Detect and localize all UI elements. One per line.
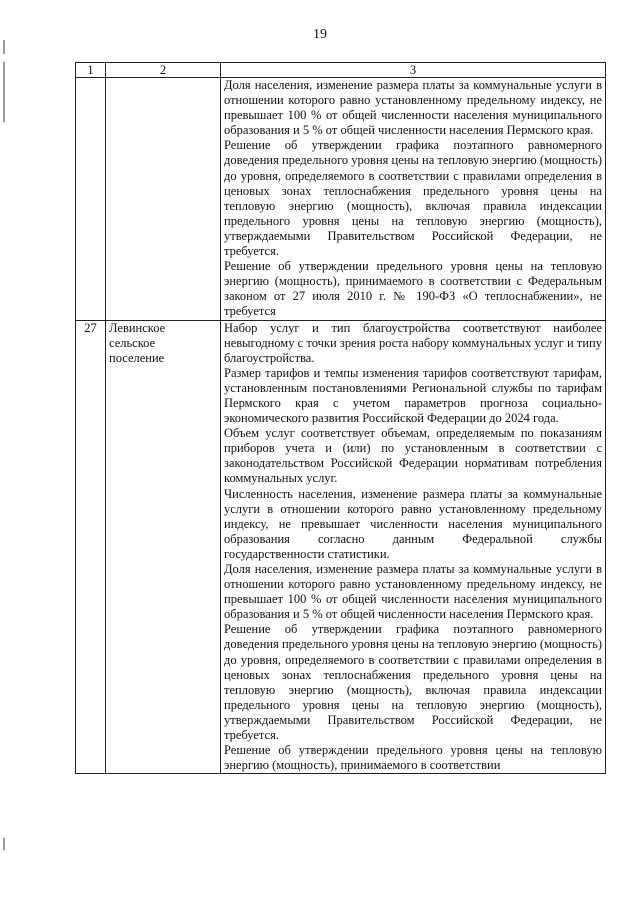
- criteria-cell: [221, 78, 606, 321]
- scan-edge-mark: [3, 40, 5, 54]
- municipality-name-line: поселение: [109, 350, 165, 365]
- scan-edge-mark: [3, 62, 5, 122]
- criteria-paragraph: Решение об утверждении графика поэтапного равномерного доведения предельного уровня цены на тепловую энергию (мощность) до уровня, определяемого в соответствии с правилами определения в ценовых зонах теплоснабжения предельного уровня цены на тепловую энергию (мощность), включая правила индексации предельного уровня цены на тепловую энергию (мощность), утверждаемыми Правительством Российской Федерации, не требуется.: [224, 622, 602, 743]
- criteria-paragraph: Доля населения, изменение размера платы за коммунальные услуги в отношении которого равно установленному предельному индексу, не превышает 100 % от общей численности населения муниципального образования и 5 % от общей численности населения Пермского края.: [224, 78, 602, 138]
- table-header-row: [76, 63, 606, 78]
- criteria-paragraph: Набор услуг и тип благоустройства соответствуют наиболее невыгодному с точки зрения роста набору коммунальных услуг и типу благоустройства.: [224, 320, 602, 365]
- municipality-name-line: сельское: [109, 335, 156, 350]
- criteria-paragraph: Решение об утверждении предельного уровня цены на тепловую энергию (мощность), принимаемого в соответствии: [224, 743, 602, 773]
- municipality-name-line: Левинское: [109, 320, 166, 335]
- criteria-paragraph: Решение об утверждении графика поэтапного равномерного доведения предельного уровня цены на тепловую энергию (мощность) до уровня, определяемого в соответствии с правилами определения в ценовых зонах теплоснабжения предельного уровня цены на тепловую энергию (мощность), включая правила индексации предельного уровня цены на тепловую энергию (мощность), утверждаемыми Правительством Российской Федерации, не требуется.: [224, 138, 602, 259]
- criteria-paragraph: Решение об утверждении предельного уровня цены на тепловую энергию (мощность), принимаемого в соответствии с Федеральным законом от 27 июля 2010 г. № 190-ФЗ «О теплоснабжении», не требуется: [224, 259, 602, 319]
- table-row: [76, 320, 606, 774]
- column-header: 2: [106, 63, 221, 78]
- document-table: [75, 62, 606, 774]
- column-header: 3: [221, 63, 606, 78]
- table-row: [76, 78, 606, 321]
- municipality-cell: [106, 320, 221, 774]
- municipality-cell: [106, 78, 221, 321]
- criteria-paragraph: Объем услуг соответствует объемам, определяемым по показаниям приборов учета и (или) по установленным в соответствии с законодательством Российской Федерации нормативам потребления коммунальных услуг.: [224, 426, 602, 486]
- criteria-cell: [221, 320, 606, 774]
- row-number-cell: 27: [76, 320, 106, 774]
- column-header: 1: [76, 63, 106, 78]
- criteria-paragraph: Доля населения, изменение размера платы за коммунальные услуги в отношении которого равно установленному предельному индексу, не превышает 100 % от общей численности населения муниципального образования и 5 % от общей численности населения Пермского края.: [224, 562, 602, 622]
- scan-edge-mark: [3, 838, 5, 850]
- criteria-paragraph: Размер тарифов и темпы изменения тарифов соответствуют тарифам, установленным постановлениями Региональной службы по тарифам Пермского края с учетом параметров прогноза социально-экономического развития Российской Федерации до 2024 года.: [224, 365, 602, 426]
- page-number: 19: [313, 27, 327, 42]
- criteria-paragraph: Численность населения, изменение размера платы за коммунальные услуги в отношении которого равно установленному предельному индексу, не превышает численности населения муниципального образования согласно данным Федеральной службы государственности статистики.: [224, 486, 602, 561]
- row-number-cell: [76, 78, 106, 321]
